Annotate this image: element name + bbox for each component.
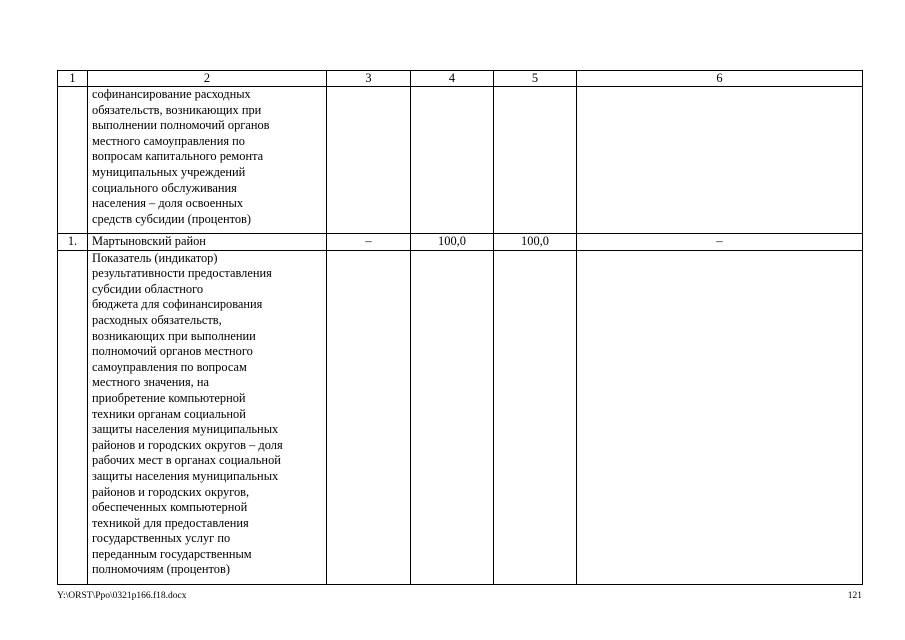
row-number-cell: [58, 87, 88, 234]
value-cell-col-5: [494, 250, 577, 584]
row-number-cell: 1.: [58, 234, 88, 251]
table-row: [58, 250, 863, 584]
value-cell-col-5: [494, 87, 577, 234]
value-cell-col-5: 100,0: [494, 234, 577, 251]
value-cell-col-6: [577, 250, 863, 584]
header-col-3: 3: [327, 71, 411, 87]
header-col-4: 4: [411, 71, 494, 87]
header-col-6: 6: [577, 71, 863, 87]
value-cell-col-3: –: [327, 234, 411, 251]
district-name-cell: Мартыновский район: [88, 234, 327, 251]
value-cell-col-6: [577, 87, 863, 234]
indicator-description-text: Показатель (индикатор) результативности предоставления субсидии областного бюджета для софинансирования расходных обязательств, возникающих при выполнении полномочий органов местного самоуправления по вопросам местного значения, на приобретение компьютерной техники органам социальной защиты населения муниципальных районов и городских округов – доля рабочих мест в органах социальной защиты населения муниципальных районов и городских округов, обеспеченных компьютерной техникой для предоставления государственных услуг по переданным государственным полномочиям (процентов): [92, 250, 283, 577]
document-table: [57, 70, 863, 585]
indicator-description-cell: [88, 87, 327, 234]
value-cell-col-3: [327, 87, 411, 234]
value-cell-col-4: [411, 250, 494, 584]
indicator-description-cell: [88, 250, 327, 584]
page-number: 121: [847, 591, 862, 601]
value-cell-col-4: 100,0: [411, 234, 494, 251]
value-cell-col-3: [327, 250, 411, 584]
header-col-2: 2: [88, 71, 327, 87]
value-cell-col-6: –: [577, 234, 863, 251]
value-cell-col-4: [411, 87, 494, 234]
table-row: [58, 87, 863, 234]
header-col-5: 5: [494, 71, 577, 87]
table-header-row: [58, 71, 863, 87]
indicator-description-text: софинансирование расходных обязательств, возникающих при выполнении полномочий органов местного самоуправления по вопросам капитального ремонта муниципальных учреждений социального обслуживания населения – доля освоенных средств субсидии (процентов): [92, 87, 270, 226]
header-col-1: 1: [58, 71, 88, 87]
table-row: [58, 234, 863, 251]
row-number-cell: [58, 250, 88, 584]
document-file-path: Y:\ORST\Ppo\0321p166.f18.docx: [57, 591, 187, 601]
